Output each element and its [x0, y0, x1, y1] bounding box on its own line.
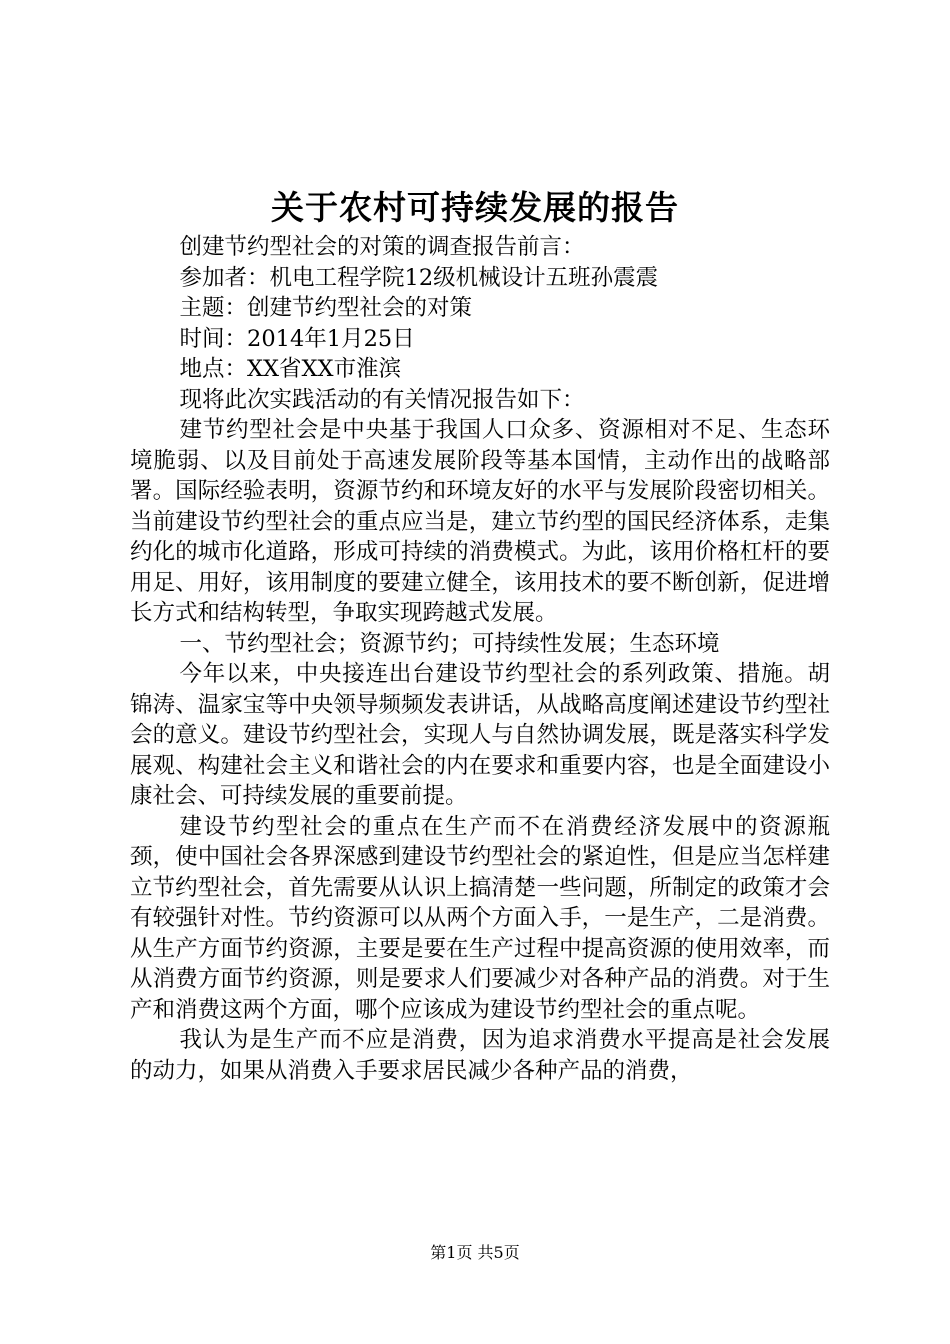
document-title: 关于农村可持续发展的报告	[271, 188, 679, 227]
meta-line-participant: 参加者：机电工程学院12级机械设计五班孙震震	[179, 264, 659, 291]
document-body	[130, 232, 830, 1086]
paragraph: 今年以来，中央接连出台建设节约型社会的系列政策、措施。胡锦涛、温家宝等中央领导频频发表讲话，从战略高度阐述建设节约型社会的意义。建设节约型社会，实现人与自然协调发展，既是落实科学发展观、构建社会主义和谐社会的内在要求和重要内容，也是全面建设小康社会、可持续发展的重要前提。	[130, 661, 830, 809]
paragraph: 建节约型社会是中央基于我国人口众多、资源相对不足、生态环境脆弱、以及目前处于高速发展阶段等基本国情，主动作出的战略部署。国际经验表明，资源节约和环境友好的水平与发展阶段密切相关。当前建设节约型社会的重点应当是，建立节约型的国民经济体系，走集约化的城市化道路，形成可持续的消费模式。为此，该用价格杠杆的要用足、用好，该用制度的要建立健全，该用技术的要不断创新，促进增长方式和结构转型，争取实现跨越式发展。	[130, 417, 830, 626]
paragraph: 我认为是生产而不应是消费，因为追求消费水平提高是社会发展的动力，如果从消费入手要求居民减少各种产品的消费，	[130, 1027, 830, 1084]
page-footer: 第1页 共5页	[430, 1243, 520, 1262]
paragraph: 建设节约型社会的重点在生产而不在消费经济发展中的资源瓶颈，使中国社会各界深感到建设节约型社会的紧迫性，但是应当怎样建立节约型社会，首先需要从认识上搞清楚一些问题，所制定的政策才会有较强针对性。节约资源可以从两个方面入手，一是生产，二是消费。从生产方面节约资源，主要是要在生产过程中提高资源的使用效率，而从消费方面节约资源，则是要求人们要减少对各种产品的消费。对于生产和消费这两个方面，哪个应该成为建设节约型社会的重点呢。	[130, 813, 830, 1023]
meta-line-topic: 主题：创建节约型社会的对策	[179, 295, 473, 321]
meta-line-preface: 创建节约型社会的对策的调查报告前言：	[179, 234, 585, 260]
meta-line-date: 时间：2014年1月25日	[179, 325, 415, 352]
meta-line-intro: 现将此次实践活动的有关情况报告如下：	[179, 386, 585, 413]
meta-line-location: 地点：XX省XX市淮滨	[179, 356, 402, 382]
section-heading: 一、节约型社会；资源节约；可持续性发展；生态环境	[179, 630, 720, 657]
